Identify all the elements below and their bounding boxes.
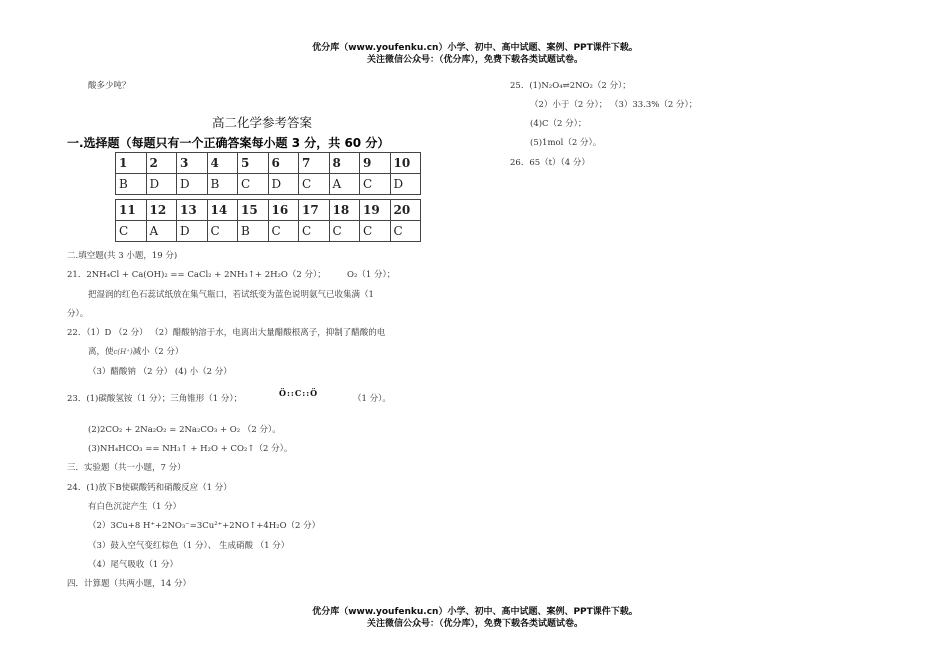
q21-line-1: 21．2NH₄Cl + Ca(OH)₂ == CaCl₂ + 2NH₃↑+ 2H₂O（2 分）； — [67, 270, 326, 280]
table-row-numbers-2 — [116, 200, 421, 221]
q24-line-5: （4）尾气吸收（1 分） — [88, 560, 179, 570]
table-cell: 9 — [360, 153, 391, 174]
q22-line-1: 22．（1）D （2 分） （2）醋酸钠溶于水，电离出大量醋酸根离子，抑制了醋酸的电 — [67, 328, 386, 338]
section-3-heading: 三．实验题（共一小题，7 分） — [67, 463, 186, 473]
table-cell: C — [268, 221, 299, 242]
q23-score: （1 分）。 — [353, 394, 391, 404]
q22-text-b: 减小（2 分） — [132, 347, 184, 357]
table-cell: D — [268, 174, 299, 195]
table-cell: 14 — [207, 200, 238, 221]
table-cell: A — [146, 221, 177, 242]
q24-line-2: 有白色沉淀产生（1 分） — [88, 502, 182, 512]
q23-line-3: (3)NH₄HCO₃ == NH₃↑ + H₂O + CO₂↑（2 分）。 — [88, 444, 293, 454]
footer-line-2: 关注微信公众号：（优分库），免费下载各类试题试卷。 — [366, 619, 583, 629]
table-cell: C — [299, 221, 330, 242]
table-cell: D — [177, 174, 208, 195]
answer-table — [115, 152, 421, 242]
table-cell: A — [329, 174, 360, 195]
table-cell: 2 — [146, 153, 177, 174]
q24-line-3: （2）3Cu+8 H⁺+2NO₃⁻=3Cu²⁺+2NO↑+4H₂O（2 分） — [88, 521, 321, 531]
table-cell: D — [177, 221, 208, 242]
table-cell: 1 — [116, 153, 147, 174]
table-cell: B — [207, 174, 238, 195]
table-cell: 12 — [146, 200, 177, 221]
q22-line-3: （3）醋酸钠 （2 分） (4) 小（2 分） — [88, 367, 232, 377]
page-title: 高二化学参考答案 — [212, 115, 313, 130]
q23-line-1: 23．(1)碳酸氢铵（1 分）；三角锥形（1 分）； — [67, 394, 243, 404]
q21-oxygen: O₂（1 分）； — [347, 270, 396, 280]
table-cell: C — [299, 174, 330, 195]
table-cell: C — [360, 221, 391, 242]
q21-line-3: 分）。 — [67, 309, 89, 319]
table-cell: 17 — [299, 200, 330, 221]
q22-line-2 — [88, 345, 183, 357]
table-row-answers-2 — [116, 221, 421, 242]
table-cell: 20 — [390, 200, 421, 221]
table-cell: 6 — [268, 153, 299, 174]
table-cell: 8 — [329, 153, 360, 174]
q24-line-1: 24．(1)放下B使碳酸钙和硝酸反应（1 分） — [67, 483, 232, 493]
q25-line-1: 25．(1)N₂O₄⇌2NO₂（2 分）； — [510, 81, 631, 91]
table-cell: C — [390, 221, 421, 242]
table-cell: 16 — [268, 200, 299, 221]
section-2-heading: 二.填空题(共 3 小题，19 分) — [67, 251, 178, 261]
table-cell: 10 — [390, 153, 421, 174]
q22-text-a: 离，使 — [88, 347, 114, 357]
table-cell: 5 — [238, 153, 269, 174]
q24-line-4: （3）鼓入空气变红棕色（1 分）、 生成硝酸 （1 分） — [88, 541, 290, 551]
section-4-heading: 四．计算题（共两小题，14 分） — [67, 579, 192, 589]
q25-line-3: (4)C（2 分）； — [530, 119, 587, 129]
table-cell: 7 — [299, 153, 330, 174]
q26-line: 26．65（t）（4 分） — [510, 158, 590, 168]
table-cell: C — [116, 221, 147, 242]
table-row-answers-1 — [116, 174, 421, 195]
table-cell: B — [116, 174, 147, 195]
table-cell: 11 — [116, 200, 147, 221]
carryover-line: 酸多少吨？ — [88, 81, 131, 91]
footer-line-1: 优分库（www.youfenku.cn）小学、初中、高中试题、案例、PPT课件下载。 — [312, 607, 638, 617]
section-1-heading: 一.选择题（每题只有一个正确答案每小题 3 分，共 60 分） — [67, 136, 390, 150]
table-cell: 4 — [207, 153, 238, 174]
table-cell: 18 — [329, 200, 360, 221]
table-cell: C — [360, 174, 391, 195]
q22-formula: c(H⁺) — [113, 348, 133, 356]
header-line-1: 优分库（www.youfenku.cn）小学、初中、高中试题、案例、PPT课件下载。 — [312, 43, 638, 53]
table-cell: B — [238, 221, 269, 242]
table-cell: C — [329, 221, 360, 242]
table-cell: D — [146, 174, 177, 195]
q25-line-4: (5)1mol（2 分）。 — [530, 138, 602, 148]
table-cell: C — [207, 221, 238, 242]
table-cell: D — [390, 174, 421, 195]
table-cell: C — [238, 174, 269, 195]
q25-line-2: （2）小于（2 分）； （3）33.3%（2 分）； — [530, 100, 698, 110]
table-cell: 15 — [238, 200, 269, 221]
q21-line-2: 把湿润的红色石蕊试纸放在集气瓶口，若试纸变为蓝色说明氨气已收集满（1 — [88, 290, 374, 300]
table-cell: 3 — [177, 153, 208, 174]
table-row-numbers-1 — [116, 153, 421, 174]
header-line-2: 关注微信公众号：（优分库），免费下载各类试题试卷。 — [366, 55, 583, 65]
q23-line-2: (2)2CO₂ + 2Na₂O₂ = 2Na₂CO₃ + O₂ （2 分）。 — [88, 425, 281, 435]
co2-lewis-structure: Ö::C::Ö — [279, 388, 319, 398]
table-cell: 19 — [360, 200, 391, 221]
table-cell: 13 — [177, 200, 208, 221]
